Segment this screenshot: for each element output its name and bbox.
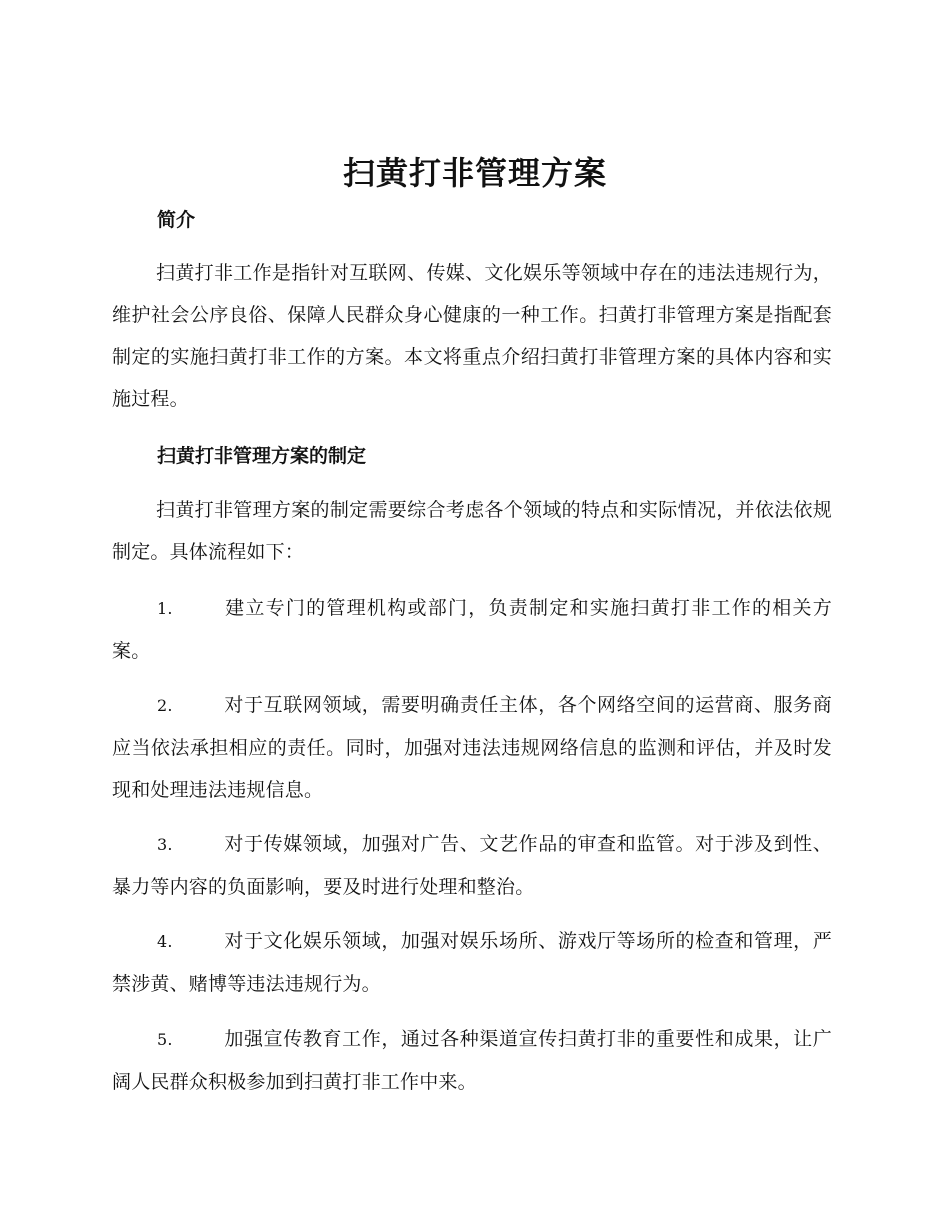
list-item-number: 2.: [157, 696, 173, 715]
section-heading-intro: 简介: [157, 209, 196, 231]
list-item: [112, 684, 832, 811]
list-item-text: 对于互联网领域，需要明确责任主体，各个网络空间的运营商、服务商应当依法承担相应的责任。同时，加强对违法违规网络信息的监测和评估，并及时发现和处理违法违规信息。: [112, 694, 832, 801]
list-item-text: 对于传媒领域，加强对广告、文艺作品的审查和监管。对于涉及到性、暴力等内容的负面影响，要及时进行处理和整治。: [112, 833, 832, 898]
document-title: 扫黄打非管理方案: [342, 154, 607, 192]
list-item-number: 4.: [157, 932, 173, 951]
list-item: [112, 587, 832, 672]
list-item-text: 建立专门的管理机构或部门，负责制定和实施扫黄打非工作的相关方案。: [112, 597, 832, 662]
list-item: [112, 920, 832, 1005]
formulation-paragraph: 扫黄打非管理方案的制定需要综合考虑各个领域的特点和实际情况，并依法依规制定。具体流程如下：: [112, 499, 832, 563]
section-heading-formulation: 扫黄打非管理方案的制定: [157, 445, 367, 467]
list-item-number: 1.: [157, 599, 173, 618]
list-item: [112, 1018, 832, 1103]
intro-paragraph: 扫黄打非工作是指针对互联网、传媒、文化娱乐等领域中存在的违法违规行为，维护社会公序良俗、保障人民群众身心健康的一种工作。扫黄打非管理方案是指配套制定的实施扫黄打非工作的方案。本文将重点介绍扫黄打非管理方案的具体内容和实施过程。: [112, 262, 832, 410]
list-item-text: 对于文化娱乐领域，加强对娱乐场所、游戏厅等场所的检查和管理，严禁涉黄、赌博等违法违规行为。: [112, 930, 832, 995]
list-item: [112, 823, 832, 908]
list-item-number: 5.: [157, 1030, 173, 1049]
list-item-text: 加强宣传教育工作，通过各种渠道宣传扫黄打非的重要性和成果，让广阔人民群众积极参加到扫黄打非工作中来。: [112, 1028, 832, 1093]
list-item-number: 3.: [157, 835, 173, 854]
